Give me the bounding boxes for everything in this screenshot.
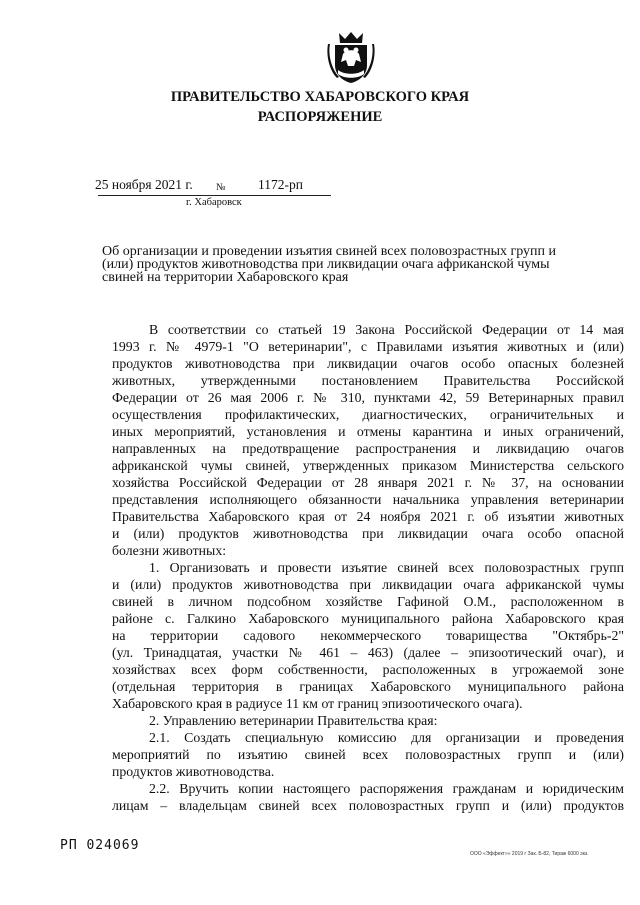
text-line: хозяйствах всех форм собственности, расположенных в угрожаемой зоне xyxy=(112,662,624,677)
text-line: на территории садового некоммерческого товарищества "Октябрь-2" xyxy=(112,628,624,643)
document-type: РАСПОРЯЖЕНИЕ xyxy=(257,109,383,125)
text-line: 1993 г. № 4979-1 "О ветеринарии", с Правилами изъятия животных и (или) xyxy=(112,339,624,354)
document-city: г. Хабаровск xyxy=(186,197,242,208)
text-line: 2.2. Вручить копии настоящего распоряжения гражданам и юридическим xyxy=(149,781,624,796)
text-line: 2.1. Создать специальную комиссию для организации и проведения xyxy=(149,730,624,745)
text-line: Хабаровского края в радиусе 11 км от границ эпизоотического очага). xyxy=(112,696,523,711)
organization-title: ПРАВИТЕЛЬСТВО ХАБАРОВСКОГО КРАЯ xyxy=(170,89,470,105)
text-line: болезни животных: xyxy=(112,543,227,558)
item-2-paragraph xyxy=(112,712,624,729)
form-serial-number: РП 024069 xyxy=(60,838,140,853)
text-line: 1. Организовать и провести изъятие свиней всех половозрастных групп xyxy=(149,560,624,575)
item-2-1-paragraph xyxy=(112,729,624,780)
text-line: и (или) продуктов животноводства при ликвидации очага особо опасной xyxy=(112,526,624,541)
subject-line: свиней на территории Хабаровского края xyxy=(102,270,349,285)
text-line: В соответствии со статьей 19 Закона Российской Федерации от 14 мая xyxy=(149,322,624,337)
text-line: 2. Управлению ветеринарии Правительства края: xyxy=(149,713,438,728)
date-number-rule xyxy=(98,195,331,196)
text-line: продуктов животноводства. xyxy=(112,764,275,779)
subject-line: (или) продуктов животноводства при ликвидации очага африканской чумы xyxy=(102,257,550,272)
item-1-paragraph xyxy=(112,559,624,712)
coat-of-arms-icon xyxy=(326,30,376,85)
text-line: направленных на предотвращение распространения и ликвидацию очагов xyxy=(112,441,624,456)
text-line: продуктов животноводства при ликвидации очагов особо опасных болезней xyxy=(112,356,624,371)
item-2-2-paragraph xyxy=(112,780,624,814)
text-line: иных мероприятий, установления и отмены карантина и иных ограничений, xyxy=(112,424,624,439)
subject-line: Об организации и проведении изъятия свиней всех половозрастных групп и xyxy=(102,244,557,259)
text-line: районе с. Галкино Хабаровского муниципального района Хабаровского края xyxy=(112,611,624,626)
text-line: осуществления профилактических, диагностических, ограничительных и xyxy=(112,407,624,422)
text-line: животных, утвержденными постановлением Правительства Российской xyxy=(112,373,624,388)
document-date: 25 ноября 2021 г. xyxy=(95,177,193,192)
text-line: и (или) продуктов животноводства при ликвидации очага африканской чумы xyxy=(112,577,624,592)
document-subject xyxy=(102,245,624,284)
text-line: мероприятий по изъятию свиней всех половозрастных групп и (или) xyxy=(112,747,624,762)
document-number: 1172-рп xyxy=(258,177,303,192)
text-line: Федерации от 26 мая 2006 г. № 310, пунктами 42, 59 Ветеринарных правил xyxy=(112,390,624,405)
text-line: (ул. Тринадцатая, участки № 461 – 463) (далее – эпизоотический очаг), и xyxy=(112,645,624,660)
preamble-paragraph xyxy=(112,321,624,559)
number-label: № xyxy=(216,182,226,193)
text-line: свиней в личном подсобном хозяйстве Гафиной О.М., расположенном в xyxy=(112,594,624,609)
text-line: Правительства Хабаровского края от 24 ноября 2021 г. об изъятии животных xyxy=(112,509,624,524)
text-line: лицам – владельцам свиней всех половозрастных групп и (или) продуктов xyxy=(112,798,624,813)
text-line: африканской чумы свиней, утвержденных приказом Министерства сельского xyxy=(112,458,624,473)
text-line: хозяйства Российской Федерации от 28 января 2021 г. № 37, на основании xyxy=(112,475,624,490)
printer-imprint: ООО «Эффект»» 2019 г Зак. Б-82, Тираж 6000 экз. xyxy=(470,851,589,857)
text-line: представления исполняющего обязанности начальника управления ветеринарии xyxy=(112,492,624,507)
text-line: (отдельная территория в границах Хабаровского муниципального района xyxy=(112,679,624,694)
